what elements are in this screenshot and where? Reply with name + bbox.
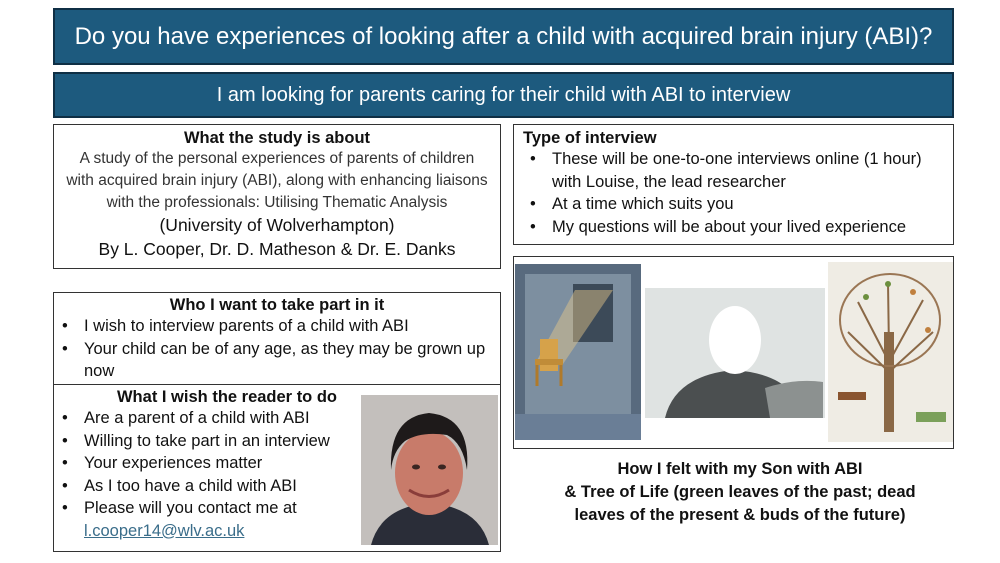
- interview-heading: Type of interview: [523, 129, 657, 147]
- researcher-photo: [361, 395, 498, 545]
- faceless-portrait: [645, 288, 825, 418]
- list-item: • Your experiences matter: [84, 452, 364, 475]
- tree-of-life-drawing: [828, 262, 953, 442]
- contact-text: Please will you contact me at: [84, 499, 297, 517]
- artwork-panel: [513, 256, 954, 449]
- interview-section: [513, 124, 954, 245]
- list-item: • At a time which suits you: [552, 193, 947, 216]
- page-title: Do you have experiences of looking after a child with acquired brain injury (ABI)?: [74, 22, 933, 50]
- study-description-block: [64, 148, 490, 238]
- study-authors: By L. Cooper, Dr. D. Matheson & Dr. E. Danks: [98, 239, 456, 259]
- reader-list: [54, 407, 364, 542]
- artwork-caption: [540, 458, 940, 527]
- study-section: [53, 124, 501, 269]
- list-item: • These will be one-to-one interviews online (1 hour) with Louise, the lead researcher: [552, 148, 947, 193]
- study-heading: What the study is about: [183, 129, 371, 147]
- reader-section: [53, 384, 501, 552]
- list-item: • I wish to interview parents of a child with ABI: [84, 315, 500, 338]
- list-item: [84, 497, 364, 542]
- study-university: (University of Wolverhampton): [159, 215, 395, 235]
- reader-heading: What I wish the reader to do: [116, 388, 338, 406]
- title-banner: [53, 8, 954, 65]
- email-link[interactable]: l.cooper14@wlv.ac.uk: [84, 521, 245, 540]
- caption-line-1: How I felt with my Son with ABI: [617, 460, 863, 478]
- study-description: A study of the personal experiences of parents of children with acquired brain injury (ABI), along with enhancing liaisons with the professionals: Utilising Thematic Analysis: [66, 150, 488, 211]
- list-item: • Your child can be of any age, as they may be grown up now: [84, 338, 500, 383]
- interview-list: [520, 148, 947, 238]
- list-item: • As I too have a child with ABI: [84, 475, 364, 498]
- list-item: • My questions will be about your lived experience: [552, 216, 947, 239]
- chair-painting: [515, 264, 641, 440]
- participants-heading: Who I want to take part in it: [169, 296, 385, 314]
- page-subtitle: I am looking for parents caring for their child with ABI to interview: [216, 83, 791, 106]
- participants-list: [54, 315, 500, 383]
- list-item: • Willing to take part in an interview: [84, 430, 364, 453]
- caption-line-2: & Tree of Life (green leaves of the past; dead leaves of the present & buds of the future): [564, 483, 916, 524]
- subtitle-banner: [53, 72, 954, 118]
- list-item: • Are a parent of a child with ABI: [84, 407, 364, 430]
- participants-section: [53, 292, 501, 386]
